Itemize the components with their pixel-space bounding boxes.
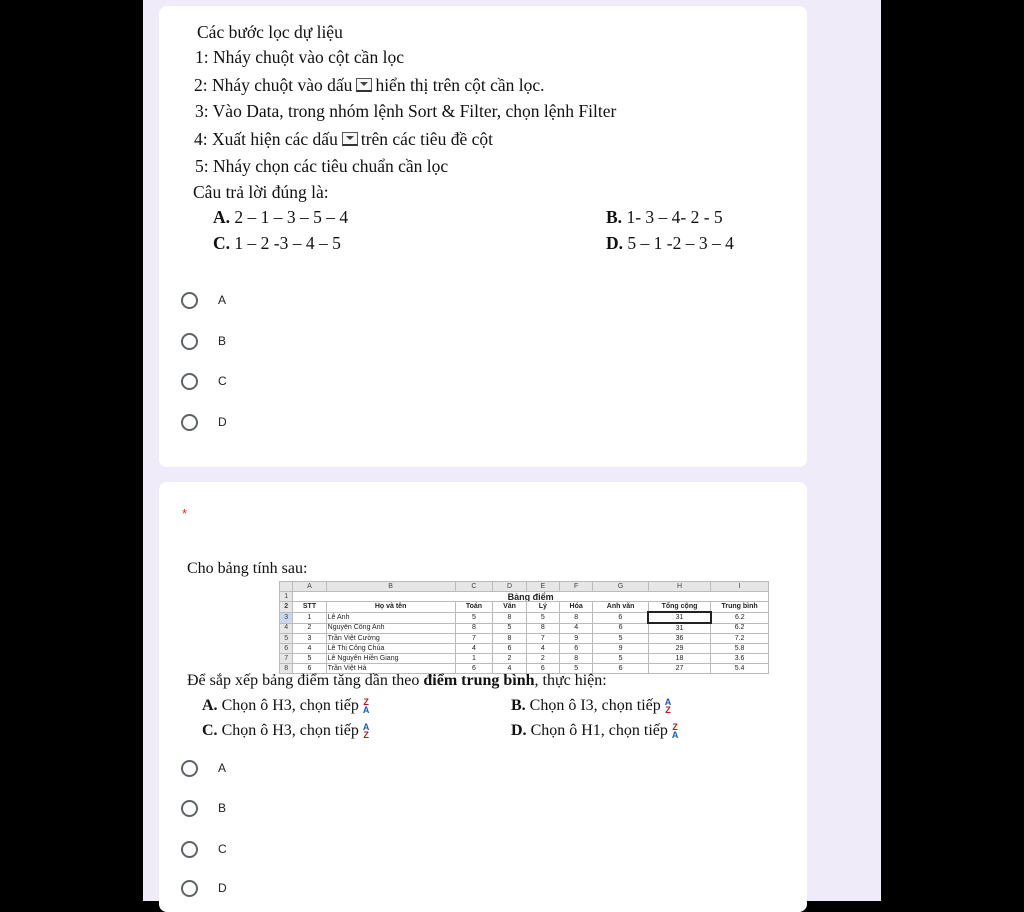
table-row: 7 5 Lê Nguyễn Hiền Giang 1 2 2 8 5 18 3.6 bbox=[280, 654, 769, 664]
form-page bbox=[143, 0, 881, 901]
radio-circle[interactable] bbox=[181, 333, 198, 350]
q1-option-d: D. 5 – 1 -2 – 3 – 4 bbox=[606, 233, 734, 253]
q1-step-2: 2: Nháy chuột vào dấu hiển thị trên cột cần lọc. bbox=[194, 75, 545, 95]
radio-circle[interactable] bbox=[181, 880, 198, 897]
q1-option-c: C. 1 – 2 -3 – 4 – 5 bbox=[213, 233, 341, 253]
sheet-title: Bảng điểm bbox=[293, 592, 769, 602]
table-row: 6 4 Lê Thị Công Chúa 4 6 4 6 9 29 5.8 bbox=[280, 644, 769, 654]
q1-step-5: 5: Nháy chọn các tiêu chuẩn cần lọc bbox=[195, 156, 449, 176]
q2-option-c: C. Chọn ô H3, chọn tiếp A Z bbox=[202, 722, 370, 741]
q1-step-4: 4: Xuất hiện các dấu trên các tiêu đề cột bbox=[194, 129, 493, 149]
sort-z-a-icon: Z A bbox=[362, 697, 370, 716]
q1-title: Các bước lọc dự liệu bbox=[197, 22, 343, 42]
sort-a-z-icon: A Z bbox=[362, 722, 370, 741]
table-row: 4 2 Nguyễn Công Anh 8 5 8 4 6 31 6.2 bbox=[280, 623, 769, 634]
q1-step-1: 1: Nháy chuột vào cột cần lọc bbox=[195, 47, 404, 67]
sort-a-z-icon: A Z bbox=[664, 697, 672, 716]
q2-intro: Cho bảng tính sau: bbox=[187, 560, 308, 577]
question-card-2: * Cho bảng tính sau: A B C D E F G H I 1 Bảng điểm 2 STT Họ và tên Toán Văn Lý Hóa Anh văn Tổng cộng Trung bình 3 1 Lê Anh 5 8 5 8 6 31 6.2 4 2 Nguyễn Công Anh 8 5 8 4 6 31 6.2 5 3 Trần Việt Cường 7 8 7 9 5 36 7.2 6 4 Lê Thị Công Chúa 4 6 4 6 9 29 5.8 7 5 Lê Nguyễn Hiền Giang 1 2 2 8 5 18 3.6 8 6 Trần Việt Hà 6 4 6 5 6 27 5.4 Để sắp xếp bảng điểm tăng dần theo điểm trung bình, thực hiện: A. Chọn ô H3, chọn tiếp Z A B. Chọn ô I3, chọn tiếp A Z C. Chọn ô H3, chọn tiếp A Z D. Chọn ô H1, chọn tiếp Z A A B C D bbox=[159, 482, 807, 912]
q2-option-b: B. Chọn ô I3, chọn tiếp A Z bbox=[511, 697, 672, 716]
q2-question: Để sắp xếp bảng điểm tăng dần theo điểm trung bình, thực hiện: bbox=[187, 672, 607, 689]
spreadsheet-image: A B C D E F G H I 1 Bảng điểm 2 STT Họ và tên Toán Văn Lý Hóa Anh văn Tổng cộng Trung bình 3 1 Lê Anh 5 8 5 8 6 31 6.2 4 2 Nguyễn Công Anh 8 5 8 4 6 31 6.2 5 3 Trần Việt Cường 7 8 7 9 5 36 7.2 6 4 Lê Thị Công Chúa 4 6 4 6 9 29 5.8 7 5 Lê Nguyễn Hiền Giang 1 2 2 8 5 18 3.6 8 6 Trần Việt Hà 6 4 6 5 6 27 5.4 bbox=[279, 581, 769, 671]
radio-circle[interactable] bbox=[181, 414, 198, 431]
radio-circle[interactable] bbox=[181, 841, 198, 858]
q1-step-3: 3: Vào Data, trong nhóm lệnh Sort & Filter, chọn lệnh Filter bbox=[195, 101, 617, 121]
q1-prompt: Câu trả lời đúng là: bbox=[193, 182, 329, 202]
table-row: 8 6 Trần Việt Hà 6 4 6 5 6 27 5.4 bbox=[280, 664, 769, 674]
filter-dropdown-icon bbox=[356, 78, 372, 92]
radio-circle[interactable] bbox=[181, 373, 198, 390]
radio-circle[interactable] bbox=[181, 292, 198, 309]
q1-option-b: B. 1- 3 – 4- 2 - 5 bbox=[606, 207, 723, 227]
q2-option-d: D. Chọn ô H1, chọn tiếp Z A bbox=[511, 722, 679, 741]
sort-z-a-icon: Z A bbox=[671, 722, 679, 741]
table-row: 3 1 Lê Anh 5 8 5 8 6 31 6.2 bbox=[280, 612, 769, 623]
radio-circle[interactable] bbox=[181, 800, 198, 817]
required-marker: * bbox=[182, 506, 188, 521]
table-row: 5 3 Trần Việt Cường 7 8 7 9 5 36 7.2 bbox=[280, 634, 769, 644]
question-card-1: Các bước lọc dự liệu 1: Nháy chuột vào cột cần lọc 2: Nháy chuột vào dấu hiển thị trên cột cần lọc. 3: Vào Data, trong nhóm lệnh Sort & Filter, chọn lệnh Filter 4: Xuất hiện các dấu trên các tiêu đề cột 5: Nháy chọn các tiêu chuẩn cần lọc Câu trả lời đúng là: A. 2 – 1 – 3 – 5 – 4 B. 1- 3 – 4- 2 - 5 C. 1 – 2 -3 – 4 – 5 D. 5 – 1 -2 – 3 – 4 A B C D bbox=[159, 6, 807, 467]
filter-dropdown-icon bbox=[342, 132, 358, 146]
q1-option-a: A. 2 – 1 – 3 – 5 – 4 bbox=[213, 207, 349, 227]
q2-option-a: A. Chọn ô H3, chọn tiếp Z A bbox=[202, 697, 370, 716]
radio-circle[interactable] bbox=[181, 760, 198, 777]
